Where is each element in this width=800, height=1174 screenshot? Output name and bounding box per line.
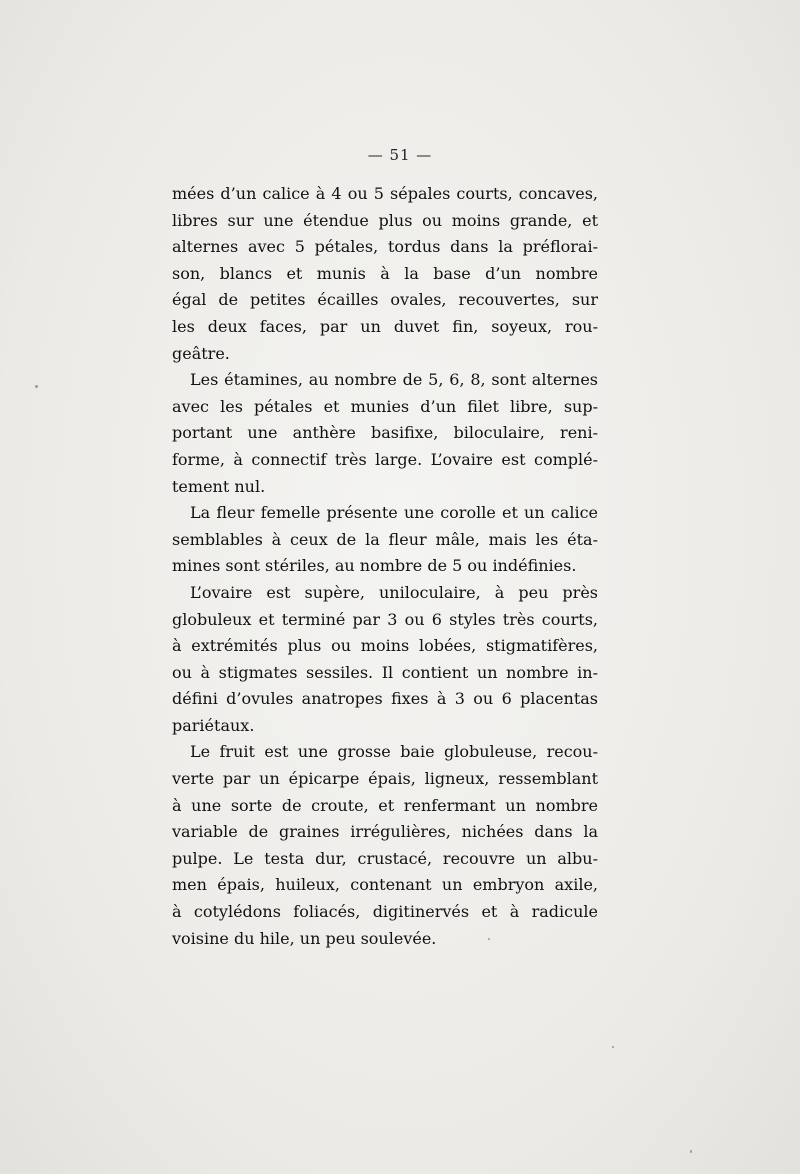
text-line: son, blancs et munis à la base d’un nombre bbox=[172, 263, 598, 283]
text-line: pulpe. Le testa dur, crustacé, recouvre un albu- bbox=[172, 848, 598, 868]
text-line: forme, à connectif très large. L’ovaire est complé- bbox=[172, 449, 598, 469]
text-line: Les étamines, au nombre de 5, 6, 8, sont alternes bbox=[190, 370, 598, 390]
text-line: libres sur une étendue plus ou moins grande, et bbox=[172, 210, 598, 230]
text-line: men épais, huileux, contenant un embryon axile, bbox=[172, 875, 598, 895]
text-line: portant une anthère basifixe, biloculaire, reni- bbox=[172, 423, 598, 443]
text-line: L’ovaire est supère, uniloculaire, à peu près bbox=[190, 582, 598, 602]
paper-speck bbox=[690, 1150, 692, 1153]
text-line: à une sorte de croute, et renfermant un nombre bbox=[172, 795, 598, 815]
text-line: les deux faces, par un duvet fin, soyeux, rou- bbox=[172, 316, 598, 336]
paper-speck bbox=[612, 1046, 614, 1048]
text-line: globuleux et terminé par 3 ou 6 styles très courts, bbox=[172, 609, 598, 629]
text-line: à extrémités plus ou moins lobées, stigmatifères, bbox=[172, 636, 598, 656]
text-line: semblables à ceux de la fleur mâle, mais les éta- bbox=[172, 529, 598, 549]
page-number: — 51 — bbox=[367, 146, 433, 164]
text-line: égal de petites écailles ovales, recouvertes, sur bbox=[172, 290, 598, 310]
text-line: verte par un épicarpe épais, ligneux, ressemblant bbox=[172, 769, 598, 789]
body-text bbox=[172, 181, 598, 952]
text-line: mées d’un calice à 4 ou 5 sépales courts, concaves, bbox=[172, 184, 598, 203]
paper-speck bbox=[488, 938, 490, 940]
text-line: alternes avec 5 pétales, tordus dans la préflorai- bbox=[172, 237, 598, 257]
text-line: défini d’ovules anatropes fixes à 3 ou 6 placentas bbox=[172, 689, 598, 709]
text-line: variable de graines irrégulières, nichées dans la bbox=[172, 822, 598, 842]
text-line: tement nul. bbox=[172, 476, 266, 496]
text-line: ou à stigmates sessiles. Il contient un nombre in- bbox=[172, 662, 598, 682]
text-line: geâtre. bbox=[172, 343, 230, 363]
text-line: avec les pétales et munies d’un filet libre, sup- bbox=[172, 396, 598, 416]
text-line: La fleur femelle présente une corolle et un calice bbox=[190, 503, 598, 523]
text-line: mines sont stériles, au nombre de 5 ou indéfinies. bbox=[172, 556, 577, 576]
paper-speck bbox=[35, 385, 38, 388]
text-line: pariétaux. bbox=[172, 715, 255, 735]
text-line: Le fruit est une grosse baie globuleuse, recou- bbox=[190, 742, 598, 762]
text-line: à cotylédons foliacés, digitinervés et à radicule bbox=[172, 902, 598, 922]
text-line: voisine du hile, un peu soulevée. bbox=[172, 928, 437, 948]
